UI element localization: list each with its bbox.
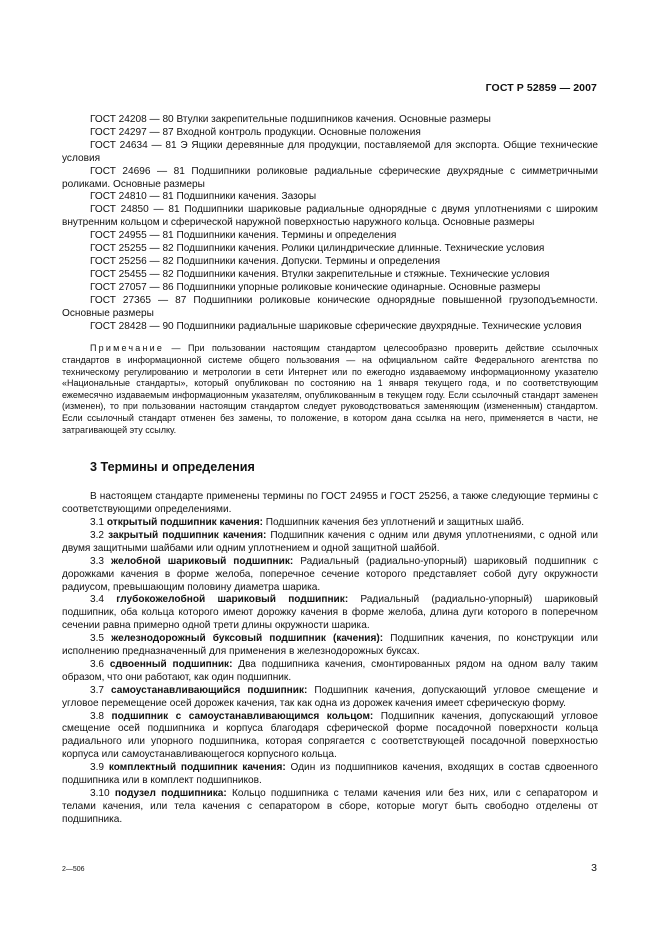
term-definition	[62, 711, 598, 763]
term-number: 3.7	[90, 684, 112, 696]
page-number: 3	[591, 862, 597, 874]
reference-item: ГОСТ 24297 — 87 Входной контроль продукции. Основные положения	[90, 126, 421, 138]
standard-code-header: ГОСТ Р 52859 — 2007	[485, 82, 597, 94]
term-number: 3.6	[90, 658, 110, 670]
term-text: Кольцо подшипника с телами качения или без них, или с сепаратором и телами качения, или тела качения с сепаратором в сборе, которые могут быть свободно отделены от подшипника.	[62, 788, 599, 825]
note-paragraph	[62, 343, 598, 436]
term-text: Один из подшипников качения, входящих в состав сдвоенного подшипника или в комплект подшипников.	[62, 762, 598, 787]
term-definition	[62, 659, 598, 685]
term-number: 3.2	[90, 529, 109, 541]
term-number: 3.9	[90, 762, 109, 774]
term-definition	[62, 594, 598, 633]
term-name: закрытый подшипник качения:	[108, 529, 267, 541]
term-text: Два подшипника качения, смонтированных рядом на одном валу таким образом, что они работают, как один подшипник.	[62, 658, 598, 683]
reference-item: ГОСТ 25256 — 82 Подшипники качения. Допуски. Термины и определения	[90, 255, 441, 267]
term-number: 3.1	[90, 516, 107, 528]
reference-item: ГОСТ 24634 — 81 Э Ящики деревянные для продукции, поставляемой для экспорта. Общие технические условия	[62, 139, 598, 164]
reference-item: ГОСТ 24810 — 81 Подшипники качения. Зазоры	[90, 191, 317, 203]
term-text: Подшипник качения, допускающий угловое смещение осей подшипника и корпуса благодаря сферической форме посадочной поверхности кольца радиального или упорного подшипника, которая сопрягается с соответствующей посадочной поверхностью корпуса или самоустанавливающегося корпусного кольца.	[62, 710, 598, 761]
term-definition	[62, 556, 598, 595]
reference-item: ГОСТ 24850 — 81 Подшипники шариковые радиальные однорядные с двумя уплотнениями с широким внутренним кольцом и сферической наружной поверхностью наружного кольца. Основные размеры	[62, 204, 598, 229]
term-definition	[62, 788, 598, 827]
reference-item: ГОСТ 28428 — 90 Подшипники радиальные шариковые сферические двухрядные. Технические условия	[90, 320, 582, 332]
reference-item: ГОСТ 25455 — 82 Подшипники качения. Втулки закрепительные и стяжные. Технические условия	[90, 268, 550, 280]
reference-item: ГОСТ 25255 — 82 Подшипники качения. Ролики цилиндрические длинные. Технические условия	[90, 243, 545, 255]
note-text: — При пользовании настоящим стандартом целесообразно проверить действие ссылочных стандартов в информационной системе общего пользования — на официальном сайте Федерального агентства по техническому регулированию и метрологии в сети Интернет или по ежегодно издаваемому информационному указателю «Национальные стандарты», который опубликован по состоянию на 1 января текущего года, и по соответствующим ежемесячно издаваемым информационным указателям, опубликованным в текущем году. Если ссылочный стандарт заменен (изменен), то при пользовании настоящим стандартом следует руководствоваться заменяющим (измененным) стандартом. Если ссылочный стандарт отменен без замены, то положение, в котором дана ссылка на него, применяется в части, не затрагивающей эту ссылку.	[62, 343, 598, 435]
term-number: 3.3	[90, 555, 112, 567]
term-name: железнодорожный буксовый подшипник (качения):	[111, 633, 384, 645]
term-definition	[62, 685, 598, 711]
section-heading: 3 Термины и определения	[90, 460, 255, 475]
term-name: комплектный подшипник качения:	[108, 762, 286, 774]
note-label: Примечание	[90, 343, 165, 354]
term-name: открытый подшипник качения:	[106, 516, 263, 528]
term-number: 3.8	[90, 710, 112, 722]
section-intro: В настоящем стандарте применены термины по ГОСТ 24955 и ГОСТ 25256, а также следующие термины с соответствующими определениями.	[62, 491, 598, 516]
terms-list	[62, 517, 598, 827]
term-text: Подшипник качения с одним или двумя уплотнениями, с одной или двумя защитными шайбами или одним уплотнением и одной защитной шайбой.	[62, 529, 598, 554]
reference-item: ГОСТ 27057 — 86 Подшипники упорные роликовые конические одинарные. Основные размеры	[90, 281, 541, 293]
term-name: самоустанавливающийся подшипник:	[111, 684, 308, 696]
term-definition	[62, 530, 598, 556]
term-name: глубокожелобной шариковый подшипник:	[116, 594, 349, 606]
term-name: подшипник с самоустанавливающимся кольцом:	[111, 710, 374, 722]
term-definition	[62, 762, 598, 788]
reference-item: ГОСТ 27365 — 87 Подшипники роликовые конические однорядные повышенной грузоподъемности. Основные размеры	[62, 294, 598, 319]
term-definition	[62, 633, 598, 659]
term-text: Радиальный (радиально-упорный) шариковый подшипник с дорожками качения в форме желоба, поперечное сечение которого представляет собой дугу окружности радиусом, превышающим половину диаметра шарика.	[62, 555, 598, 593]
normative-references-list	[62, 114, 598, 333]
term-number: 3.10	[90, 788, 115, 799]
term-name: желобной шариковый подшипник:	[111, 555, 294, 567]
page-content	[62, 114, 598, 827]
term-text: Подшипник качения, по конструкции или исполнению предназначенный для применения в железнодорожных буксах.	[62, 633, 598, 658]
reference-item: ГОСТ 24955 — 81 Подшипники качения. Термины и определения	[90, 230, 397, 242]
term-text: Подшипник качения без уплотнений и защитных шайб.	[262, 516, 525, 528]
term-text: Радиальный (радиально-упорный) шариковый подшипник, оба кольца которого имеют дорожку качения в форме желоба, длина дуги которого в поперечном сечении равна примерно одной трети длины окружности шарика.	[62, 594, 598, 632]
term-number: 3.4	[90, 594, 117, 606]
reference-item: ГОСТ 24696 — 81 Подшипники роликовые радиальные сферические двухрядные с симметричными роликами. Основные размеры	[62, 165, 598, 190]
term-name: сдвоенный подшипник:	[109, 658, 233, 670]
term-text: Подшипник качения, допускающий угловое смещение и угловое перемещение осей дорожек качения, так как одна из дорожек качения имеет сферическую форму.	[62, 684, 599, 709]
term-definition	[62, 517, 598, 530]
print-code: 2—506	[62, 866, 85, 873]
term-number: 3.5	[90, 633, 112, 645]
term-name: подузел подшипника:	[114, 788, 227, 799]
reference-item: ГОСТ 24208 — 80 Втулки закрепительные подшипников качения. Основные размеры	[90, 114, 491, 125]
